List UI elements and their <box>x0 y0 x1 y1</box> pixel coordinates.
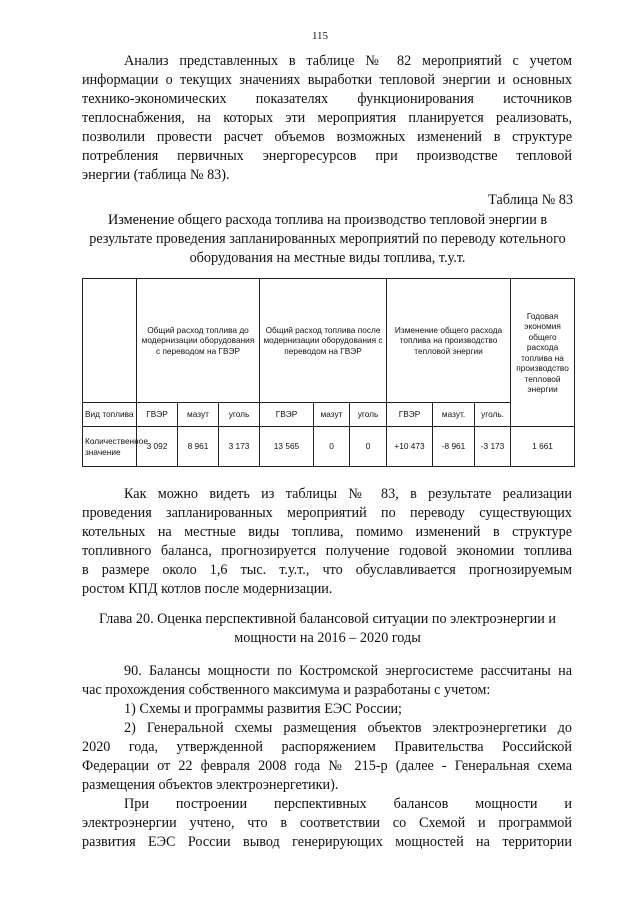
section-90 <box>82 662 572 852</box>
text-line: размещения объектов электроэнергетики). <box>82 777 339 793</box>
text-line: информации о текущих значениях выработки тепловой энергии и основных <box>82 72 572 88</box>
value-cell: 3 092 <box>137 427 178 467</box>
value-cell: +10 473 <box>387 427 433 467</box>
text-line: ростом КПД котлов после модернизации. <box>82 581 333 597</box>
value-cell: 13 565 <box>260 427 314 467</box>
analysis-paragraph <box>82 485 572 599</box>
text-line: энергии (таблица № 83). <box>82 167 230 183</box>
text-line: в размере около 1,6 тыс. т.у.т., что обуславливается прогнозируемым <box>82 562 572 578</box>
text-line: котельных на местные виды топлива, помимо изменений в структуре <box>82 524 572 540</box>
text-line: теплоснабжения, на которых эти мероприятия планируется реализовать, <box>82 110 572 126</box>
fuel-type-cell: ГВЭР <box>137 403 178 427</box>
list-item: 2) Генеральной схемы размещения объектов электроэнергетики до <box>124 720 572 736</box>
fuel-type-label: Вид топлива <box>83 403 137 427</box>
list-item: 1) Схемы и программы развития ЕЭС России; <box>124 701 402 717</box>
fuel-type-cell: ГВЭР <box>260 403 314 427</box>
text-line: Анализ представленных в таблице № 82 мероприятий с учетом <box>124 53 572 69</box>
fuel-type-cell: уголь <box>350 403 387 427</box>
header-empty-cell <box>83 279 137 403</box>
fuel-type-cell: мазут. <box>433 403 475 427</box>
fuel-type-cell: ГВЭР <box>387 403 433 427</box>
fuel-type-cell: уголь <box>219 403 260 427</box>
text-line: При построении перспективных балансов мощности и <box>124 796 572 812</box>
chapter-title: Глава 20. Оценка перспективной балансовой ситуации по электроэнергии и мощности на 2016 – 2020 годы <box>99 611 556 646</box>
value-cell: -8 961 <box>433 427 475 467</box>
text-line: топливного баланса, прогнозируется получение годовой экономии топлива <box>82 543 572 559</box>
text-line: электроэнергии учтено, что в соответствии со Схемой и программой <box>82 815 572 831</box>
text-line: потребления первичных энергоресурсов при производстве тепловой <box>82 148 572 164</box>
value-cell: -3 173 <box>475 427 511 467</box>
text-line: 90. Балансы мощности по Костромской энергосистеме рассчитаны на <box>124 663 572 679</box>
fuel-type-cell: уголь. <box>475 403 511 427</box>
fuel-table <box>82 278 575 467</box>
header-after: Общий расход топлива после модернизации оборудования с переводом на ГВЭР <box>260 279 387 403</box>
header-before: Общий расход топлива до модернизации оборудования с переводом на ГВЭР <box>137 279 260 403</box>
text-line: проведения запланированных мероприятий по переводу существующих <box>82 505 572 521</box>
table-title: Изменение общего расхода топлива на производство тепловой энергии в результате проведения запланированных мероприятий по переводу котельного оборудования на местные виды топлива, т.у.т. <box>89 212 566 266</box>
text-line: час прохождения собственного максимума и разработаны с учетом: <box>82 682 491 698</box>
value-cell: 0 <box>314 427 350 467</box>
text-line: развития ЕЭС России вывод генерирующих мощностей на территории <box>82 834 572 850</box>
value-cell: 3 173 <box>219 427 260 467</box>
fuel-type-cell: мазут <box>178 403 219 427</box>
annual-saving-value: 1 661 <box>511 427 575 467</box>
intro-paragraph <box>82 52 572 185</box>
text-line: позволили провести расчет объемов возможных изменений в структуре <box>82 129 572 145</box>
text-line: Как можно видеть из таблицы № 83, в результате реализации <box>124 486 572 502</box>
text-line: Федерации от 22 февраля 2008 года № 215-р (далее - Генеральная схема <box>82 758 572 774</box>
fuel-type-cell: мазут <box>314 403 350 427</box>
header-annual-saving: Годовая экономия общего расхода топлива на производство тепловой энергии <box>511 279 575 427</box>
table-number: Таблица № 83 <box>488 192 573 208</box>
text-line: 2020 года, утвержденной распоряжением Правительства Российской <box>82 739 572 755</box>
value-cell: 0 <box>350 427 387 467</box>
text-line: технико-экономических показателях функционирования источников <box>82 91 572 107</box>
value-cell: 8 961 <box>178 427 219 467</box>
header-change: Изменение общего расхода топлива на производство тепловой энергии <box>387 279 511 403</box>
quantity-label: Количественное значение <box>83 427 137 467</box>
page-number: 115 <box>311 30 329 42</box>
